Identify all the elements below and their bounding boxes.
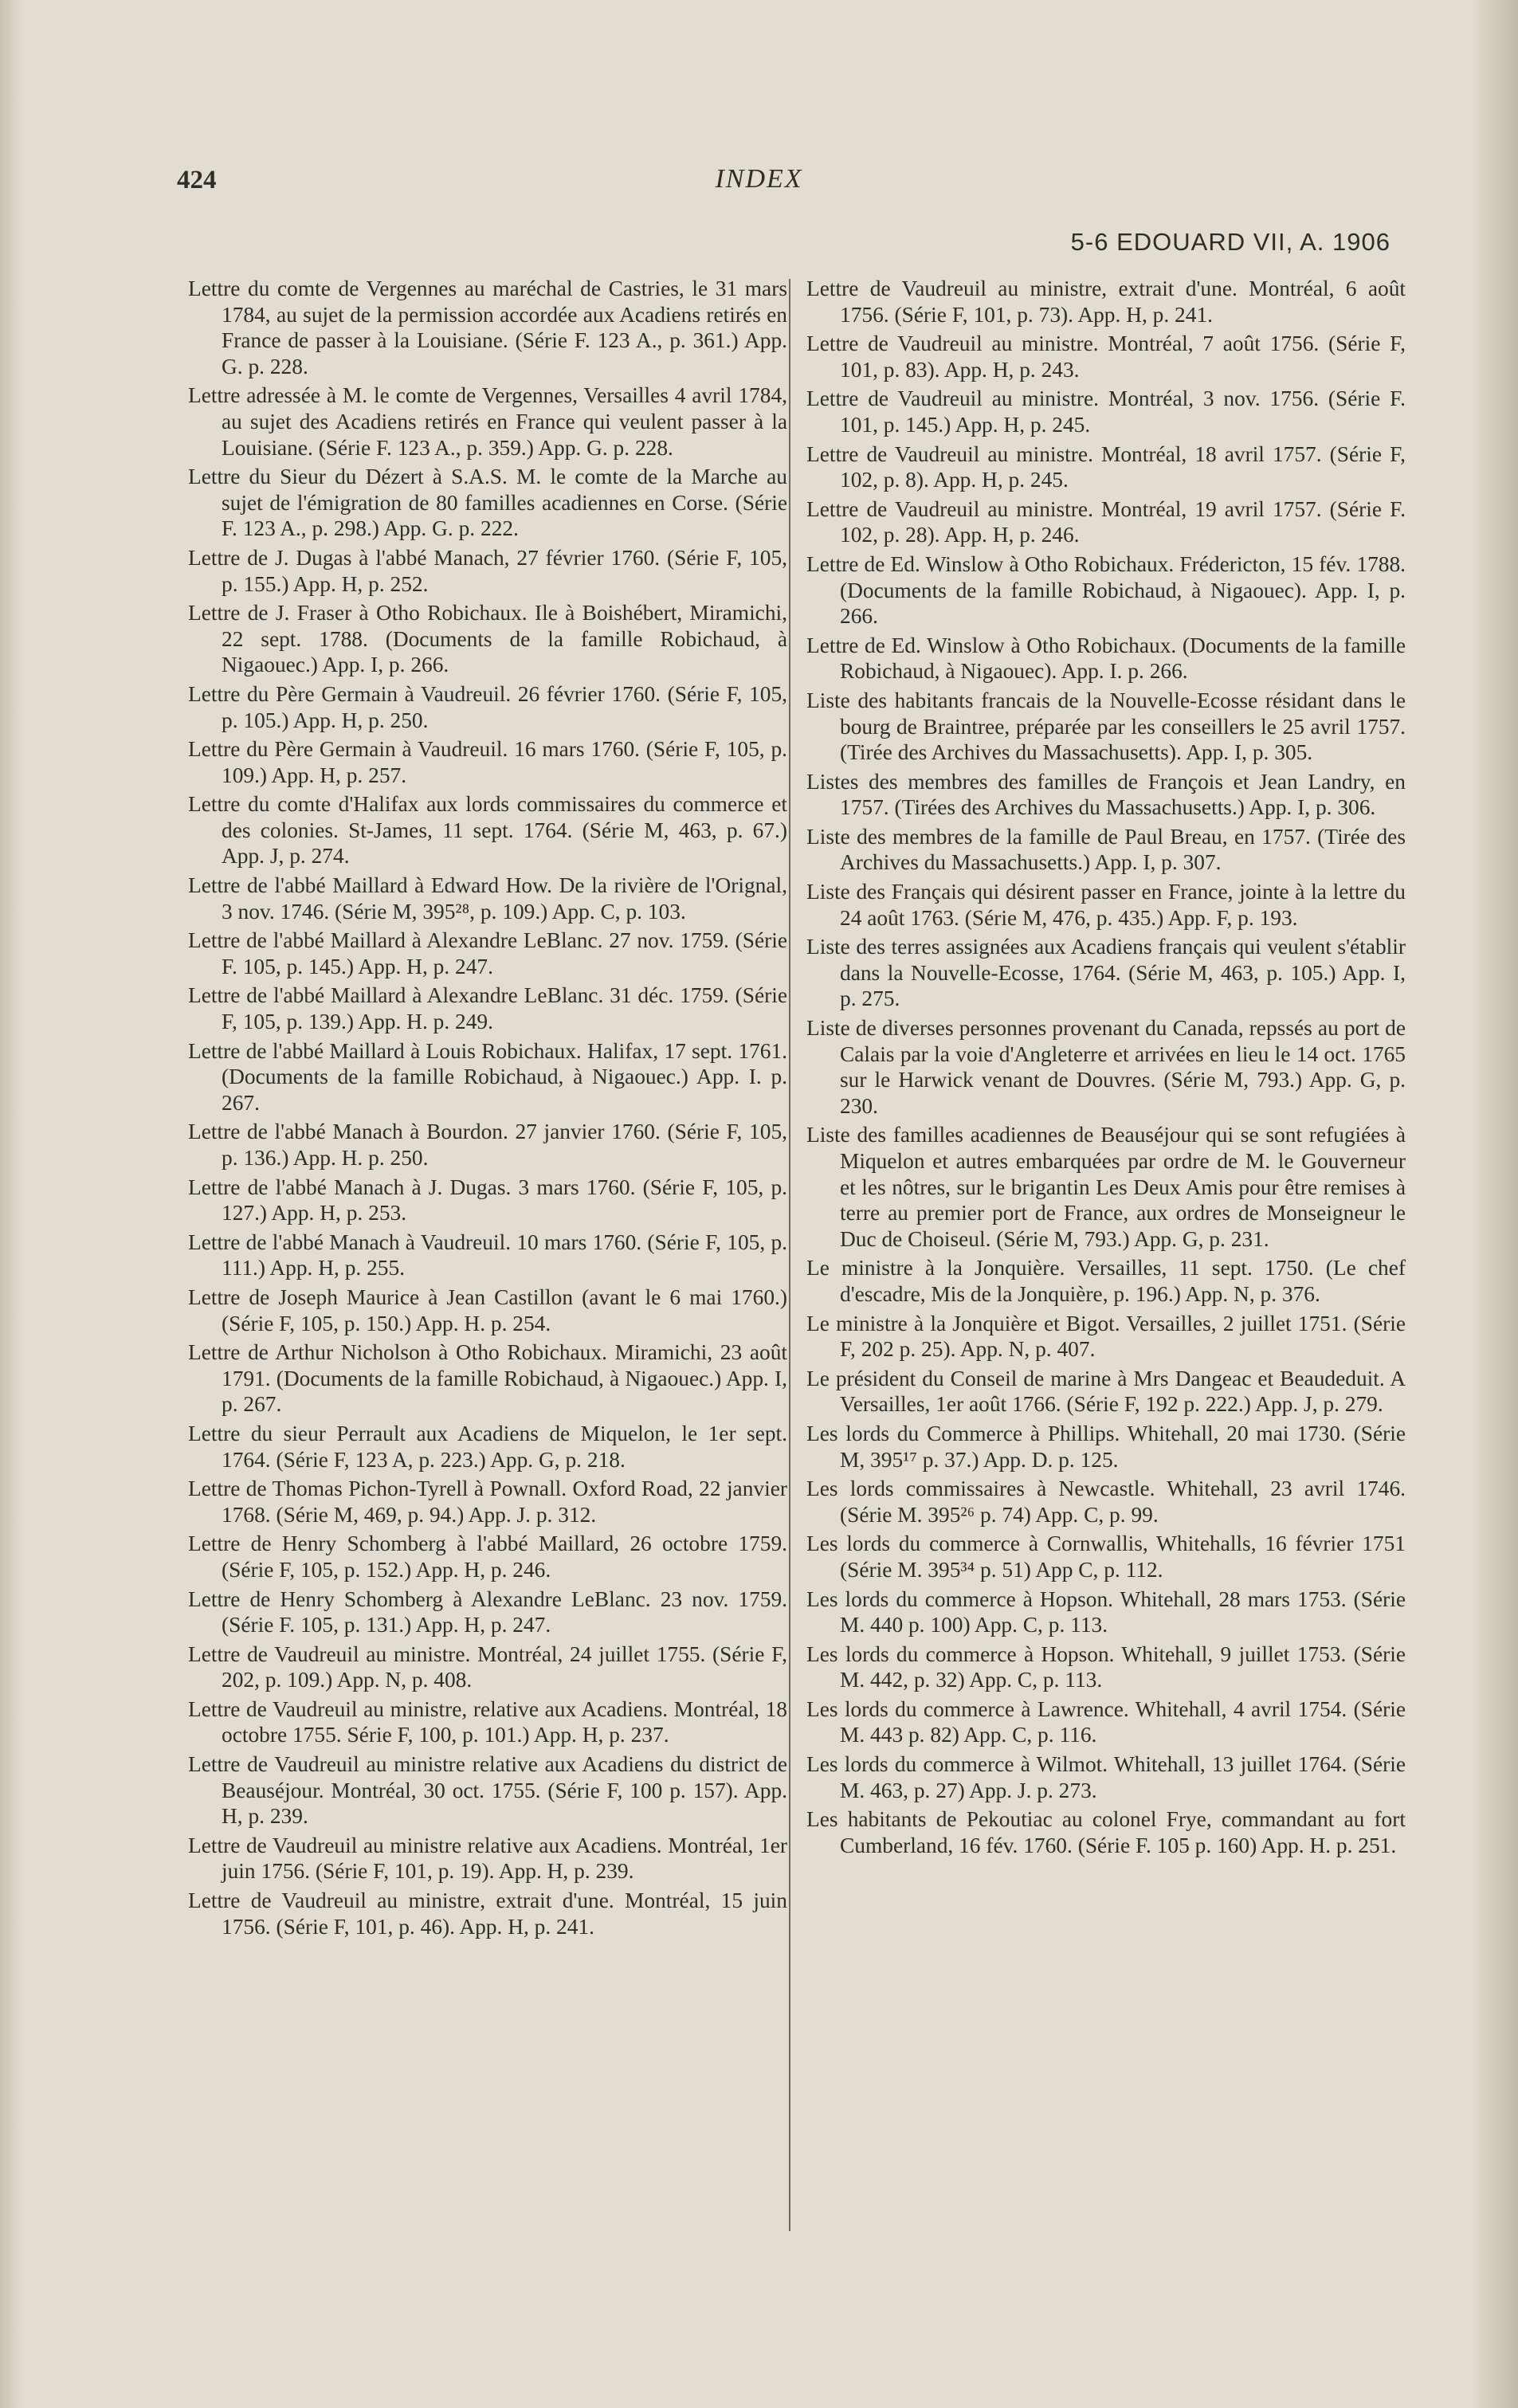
index-entry: Lettre de l'abbé Maillard à Alexandre LeBlanc. 27 nov. 1759. (Série F. 105, p. 145.) App. H, p. 247. <box>188 928 787 978</box>
index-entry: Lettre de Joseph Maurice à Jean Castillon (avant le 6 mai 1760.) (Série F, 105, p. 150.) App. H. p. 254. <box>188 1284 787 1335</box>
index-entry: Lettre de l'abbé Manach à Vaudreuil. 10 mars 1760. (Série F, 105, p. 111.) App. H, p. 255. <box>188 1229 787 1280</box>
index-entry: Lettre du Père Germain à Vaudreuil. 26 février 1760. (Série F, 105, p. 105.) App. H, p. 250. <box>188 681 787 732</box>
index-column-right <box>806 276 1406 1861</box>
index-entry: Lettre de Vaudreuil au ministre. Montréal, 18 avril 1757. (Série F, 102, p. 8). App. H, p. 245. <box>806 441 1406 492</box>
index-entry: Lettre de Henry Schomberg à l'abbé Maillard, 26 octobre 1759. (Série F, 105, p. 152.) App. H, p. 246. <box>188 1531 787 1582</box>
index-entry: Lettre de l'abbé Manach à Bourdon. 27 janvier 1760. (Série F, 105, p. 136.) App. H. p. 250. <box>188 1120 787 1170</box>
index-entry: Listes des membres des familles de François et Jean Landry, en 1757. (Tirées des Archives du Massachusetts.) App. I, p. 306. <box>806 769 1406 820</box>
index-entry: Les lords du commerce à Lawrence. Whitehall, 4 avril 1754. (Série M. 443 p. 82) App. C, p. 116. <box>806 1696 1406 1747</box>
index-entry: Lettre de J. Dugas à l'abbé Manach, 27 février 1760. (Série F, 105, p. 155.) App. H, p. 252. <box>188 545 787 596</box>
index-entry: Lettre de l'abbé Maillard à Alexandre LeBlanc. 31 déc. 1759. (Série F, 105, p. 139.) App. H. p. 249. <box>188 983 787 1034</box>
index-entry: Lettre du comte d'Halifax aux lords commissaires du commerce et des colonies. St-James, 11 sept. 1764. (Série M, 463, p. 67.) App. J, p. 274. <box>188 792 787 869</box>
index-entry: Lettre du comte de Vergennes au maréchal de Castries, le 31 mars 1784, au sujet de la permission accordée aux Acadiens retirés en France de passer à la Louisiane. (Série F. 123 A., p. 361.) App. G. p. 228. <box>188 276 787 378</box>
index-entry: Lettre de Thomas Pichon-Tyrell à Pownall. Oxford Road, 22 janvier 1768. (Série M, 469, p. 94.) App. J. p. 312. <box>188 1477 787 1527</box>
index-entry: Lettre de Vaudreuil au ministre. Montréal, 7 août 1756. (Série F, 101, p. 83). App. H, p. 243. <box>806 331 1406 382</box>
index-entry: Lettre de l'abbé Manach à J. Dugas. 3 mars 1760. (Série F, 105, p. 127.) App. H, p. 253. <box>188 1175 787 1226</box>
edition-label: 5-6 EDOUARD VII, A. 1906 <box>1070 228 1391 256</box>
index-entry: Lettre de Vaudreuil au ministre. Montréal, 19 avril 1757. (Série F. 102, p. 28). App. H, p. 246. <box>806 496 1406 547</box>
index-entry: Les lords du Commerce à Phillips. Whitehall, 20 mai 1730. (Série M, 395¹⁷ p. 37.) App. D. p. 125. <box>806 1421 1406 1472</box>
index-entry: Lettre du sieur Perrault aux Acadiens de Miquelon, le 1er sept. 1764. (Série F, 123 A, p. 223.) App. G, p. 218. <box>188 1421 787 1472</box>
index-entry: Lettre de Vaudreuil au ministre. Montréal, 24 juillet 1755. (Série F, 202, p. 109.) App. N, p. 408. <box>188 1641 787 1692</box>
index-entry: Les lords du commerce à Hopson. Whitehall, 9 juillet 1753. (Série M. 442, p. 32) App. C, p. 113. <box>806 1641 1406 1692</box>
index-entry: Lettre de Arthur Nicholson à Otho Robichaux. Miramichi, 23 août 1791. (Documents de la famille Robichaud, à Nigaouec.) App. I, p. 267. <box>188 1340 787 1417</box>
index-entry: Lettre de Vaudreuil au ministre, extrait d'une. Montréal, 6 août 1756. (Série F, 101, p. 73). App. H, p. 241. <box>806 276 1406 327</box>
index-entry: Lettre de l'abbé Maillard à Edward How. De la rivière de l'Orignal, 3 nov. 1746. (Série M, 395²⁸, p. 109.) App. C, p. 103. <box>188 873 787 924</box>
index-entry: Liste des Français qui désirent passer en France, jointe à la lettre du 24 août 1763. (Série M, 476, p. 435.) App. F, p. 193. <box>806 880 1406 930</box>
page-number: 424 <box>177 166 217 194</box>
page-shadow-left <box>0 0 24 2408</box>
index-entry: Les habitants de Pekoutiac au colonel Frye, commandant au fort Cumberland, 16 fév. 1760. (Série F. 105 p. 160) App. H. p. 251. <box>806 1807 1406 1857</box>
index-entry: Les lords commissaires à Newcastle. Whitehall, 23 avril 1746. (Série M. 395²⁶ p. 74) App. C, p. 99. <box>806 1477 1406 1527</box>
index-entry: Le président du Conseil de marine à Mrs Dangeac et Beaudeduit. A Versailles, 1er août 1766. (Série F, 192 p. 222.) App. J, p. 279. <box>806 1366 1406 1417</box>
index-column-left <box>188 276 787 1943</box>
index-entry: Liste des terres assignées aux Acadiens français qui veulent s'établir dans la Nouvelle-Ecosse, 1764. (Série M, 463, p. 105.) App. I, p. 275. <box>806 935 1406 1011</box>
index-entry: Liste de diverses personnes provenant du Canada, repssés au port de Calais par la voie d'Angleterre et arrivées en lieu le 14 oct. 1765 sur le Harwick venant de Douvres. (Série M, 793.) App. G, p. 230. <box>806 1016 1406 1118</box>
index-entry: Lettre de Vaudreuil au ministre relative aux Acadiens du district de Beauséjour. Montréal, 30 oct. 1755. (Série F, 100 p. 157). App. H, p. 239. <box>188 1752 787 1829</box>
index-entry: Lettre de Henry Schomberg à Alexandre LeBlanc. 23 nov. 1759. (Série F. 105, p. 131.) App. H, p. 247. <box>188 1586 787 1637</box>
index-entry: Lettre de Vaudreuil au ministre, extrait d'une. Montréal, 15 juin 1756. (Série F, 101, p. 46). App. H, p. 241. <box>188 1888 787 1939</box>
index-entry: Lettre du Père Germain à Vaudreuil. 16 mars 1760. (Série F, 105, p. 109.) App. H, p. 257. <box>188 737 787 787</box>
index-entry: Lettre de Vaudreuil au ministre. Montréal, 3 nov. 1756. (Série F. 101, p. 145.) App. H, p. 245. <box>806 386 1406 437</box>
index-entry: Lettre de Vaudreuil au ministre relative aux Acadiens. Montréal, 1er juin 1756. (Série F, 101, p. 19). App. H, p. 239. <box>188 1833 787 1884</box>
index-entry: Lettre de l'abbé Maillard à Louis Robichaux. Halifax, 17 sept. 1761. (Documents de la famille Robichaud, à Nigaouec.) App. I. p. 267. <box>188 1038 787 1115</box>
index-entry: Lettre du Sieur du Dézert à S.A.S. M. le comte de la Marche au sujet de l'émigration de 80 familles acadiennes en Corse. (Série F. 123 A., p. 298.) App. G. p. 222. <box>188 465 787 541</box>
index-entry: Les lords du commerce à Hopson. Whitehall, 28 mars 1753. (Série M. 440 p. 100) App. C, p. 113. <box>806 1586 1406 1637</box>
index-entry: Le ministre à la Jonquière et Bigot. Versailles, 2 juillet 1751. (Série F, 202 p. 25). App. N, p. 407. <box>806 1311 1406 1362</box>
column-divider <box>789 279 790 2231</box>
index-entry: Lettre de J. Fraser à Otho Robichaux. Ile à Boishébert, Miramichi, 22 sept. 1788. (Documents de la famille Robichaud, à Nigaouec.) App. I, p. 266. <box>188 601 787 677</box>
index-entry: Liste des membres de la famille de Paul Breau, en 1757. (Tirée des Archives du Massachusetts.) App. I, p. 307. <box>806 824 1406 875</box>
index-entry: Lettre de Ed. Winslow à Otho Robichaux. Frédericton, 15 fév. 1788. (Documents de la famille Robichaud, à Nigaouec). App. I, p. 266. <box>806 551 1406 629</box>
page-shadow-right <box>1470 0 1518 2408</box>
index-entry: Lettre adressée à M. le comte de Vergennes, Versailles 4 avril 1784, au sujet des Acadiens retirés en France qui veulent passer à la Louisiane. (Série F. 123 A., p. 359.) App. G. p. 228. <box>188 383 787 460</box>
index-entry: Les lords du commerce à Wilmot. Whitehall, 13 juillet 1764. (Série M. 463, p. 27) App. J. p. 273. <box>806 1752 1406 1802</box>
index-entry: Lettre de Ed. Winslow à Otho Robichaux. (Documents de la famille Robichaud, à Nigaouec). App. I. p. 266. <box>806 633 1406 684</box>
index-entry: Liste des familles acadiennes de Beauséjour qui se sont refugiées à Miquelon et autres embarquées par ordre de M. le Gouverneur et les nôtres, sur le brigantin Les Deux Amis pour être remises à terre au premier port de France, aux ordres de Monseigneur le Duc de Choiseul. (Série M, 793.) App. G, p. 231. <box>806 1123 1406 1251</box>
index-entry: Lettre de Vaudreuil au ministre, relative aux Acadiens. Montréal, 18 octobre 1755. Série F, 100, p. 101.) App. H, p. 237. <box>188 1696 787 1747</box>
index-entry: Les lords du commerce à Cornwallis, Whitehalls, 16 février 1751 (Série M. 395³⁴ p. 51) App C, p. 112. <box>806 1531 1406 1582</box>
page-title: INDEX <box>715 164 803 194</box>
index-entry: Liste des habitants francais de la Nouvelle-Ecosse résidant dans le bourg de Braintree, préparée par les conseillers le 25 avril 1757. (Tirée des Archives du Massachusetts). App. I, p. 305. <box>806 688 1406 765</box>
index-entry: Le ministre à la Jonquière. Versailles, 11 sept. 1750. (Le chef d'escadre, Mis de la Jonquière, p. 196.) App. N, p. 376. <box>806 1256 1406 1306</box>
